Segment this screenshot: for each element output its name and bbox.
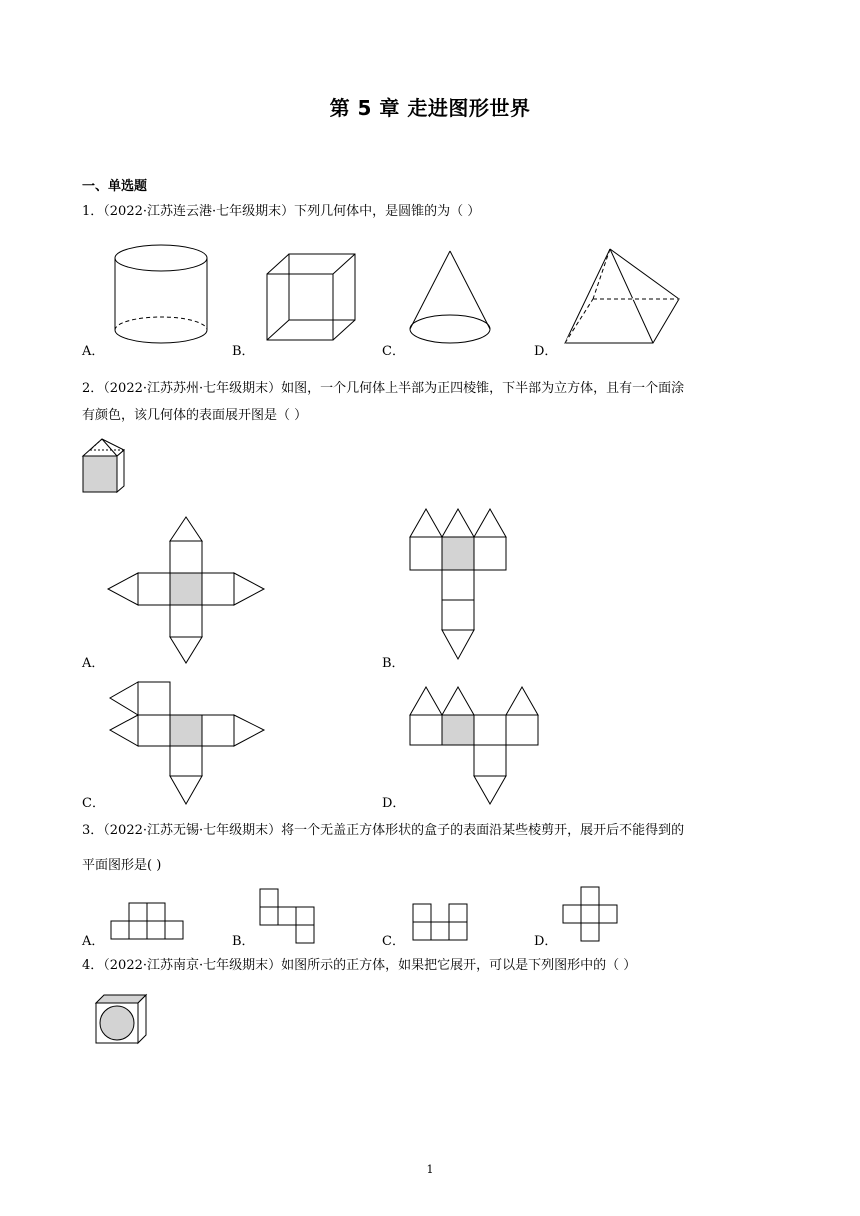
section-heading: 一、单选题 xyxy=(82,179,148,194)
question-2-text-line-2: 有颜色，该几何体的表面展开图是（ ） xyxy=(82,408,308,423)
question-2-option-a[interactable]: A． xyxy=(82,656,105,671)
cube-icon xyxy=(265,252,357,342)
cylinder-icon xyxy=(112,244,212,348)
question-1-option-b[interactable]: B． xyxy=(232,344,255,359)
question-2-net-a xyxy=(106,515,266,667)
question-2-net-d xyxy=(408,684,542,808)
question-3-option-d[interactable]: D． xyxy=(534,934,558,949)
question-2-text-line-1: 2．（2022·江苏苏州·七年级期末）如图，一个几何体上半部为正四棱锥，下半部为立方体，且有一个面涂 xyxy=(82,381,685,396)
question-1-option-d[interactable]: D． xyxy=(534,344,558,359)
question-2-option-c[interactable]: C． xyxy=(82,796,105,811)
question-2-option-b[interactable]: B． xyxy=(382,656,405,671)
question-3-option-a[interactable]: A． xyxy=(82,934,105,949)
cube-with-circle-icon xyxy=(94,993,148,1045)
question-3-net-c xyxy=(412,903,468,941)
question-1-text: 1．（2022·江苏连云港·七年级期末）下列几何体中，是圆锥的为（ ） xyxy=(82,204,481,219)
question-2-net-b xyxy=(408,506,510,662)
cone-icon xyxy=(408,249,492,347)
question-3-text-line-1: 3．（2022·江苏无锡·七年级期末）将一个无盖正方体形状的盒子的表面沿某些棱剪开，展开后不能得到的 xyxy=(82,823,685,838)
page-title: 第 5 章 走进图形世界 xyxy=(329,96,531,120)
question-3-text-line-2: 平面图形是( ) xyxy=(82,858,162,873)
question-3-option-c[interactable]: C． xyxy=(382,934,405,949)
question-1-option-a[interactable]: A． xyxy=(82,344,105,359)
pyramid-on-cube-icon xyxy=(82,438,126,494)
question-2-option-d[interactable]: D． xyxy=(382,796,406,811)
question-3-option-b[interactable]: B． xyxy=(232,934,255,949)
page-number: 1 xyxy=(426,1163,434,1176)
question-4-text: 4．（2022·江苏南京·七年级期末）如图所示的正方体，如果把它展开，可以是下列图形中的（ ） xyxy=(82,958,637,973)
question-3-net-d xyxy=(562,886,618,942)
question-3-net-a xyxy=(110,902,184,940)
pyramid-icon xyxy=(563,247,683,345)
question-1-option-c[interactable]: C． xyxy=(382,344,405,359)
question-2-net-c xyxy=(106,680,266,808)
question-3-net-b xyxy=(259,888,315,944)
